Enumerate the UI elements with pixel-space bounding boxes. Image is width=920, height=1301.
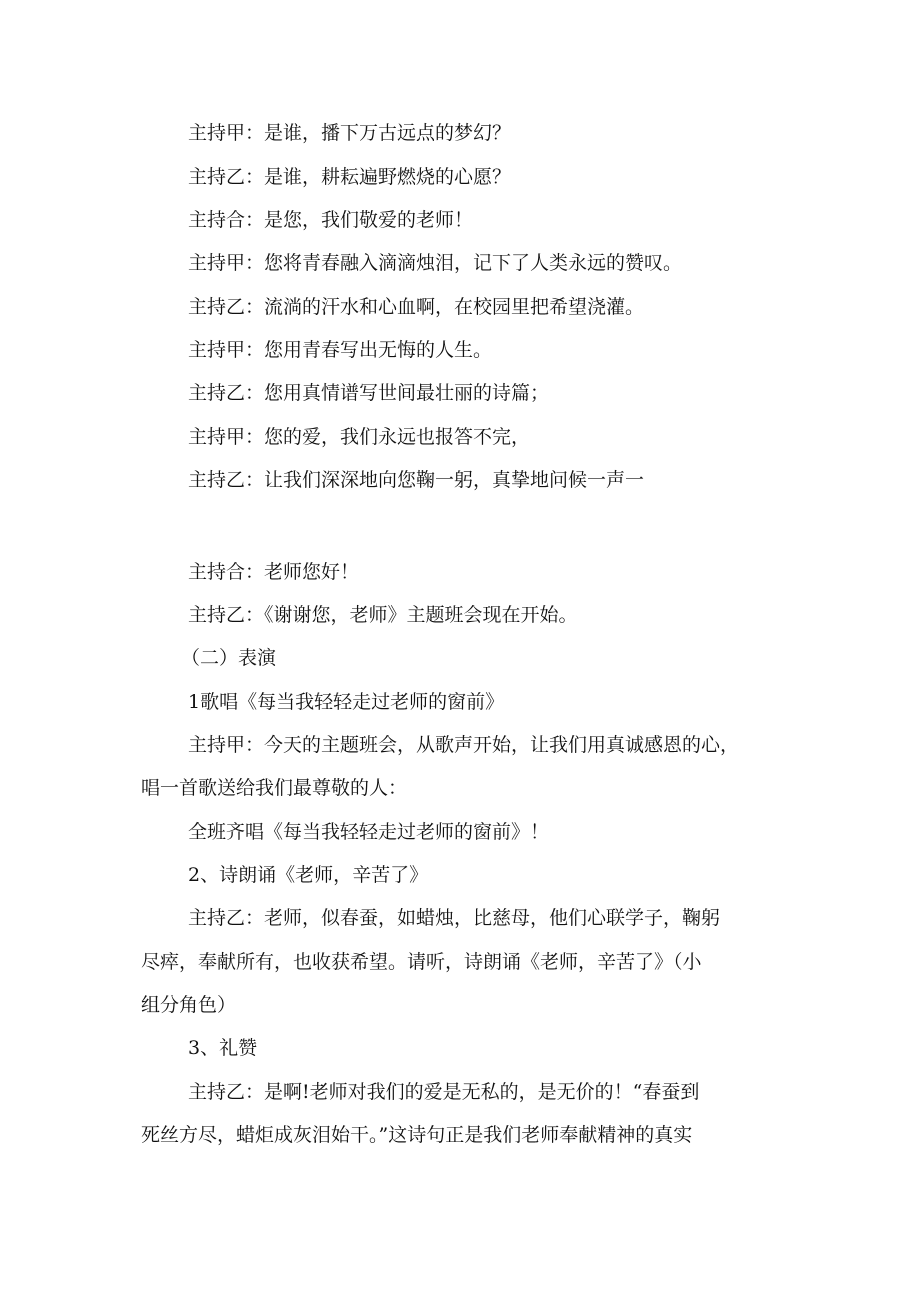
dialogue-line: 主持合：是您，我们敬爱的老师！ xyxy=(188,209,474,231)
paragraph-line: 尽瘁，奉献所有，也收获希望。请听，诗朗诵《老师，辛苦了》（小 xyxy=(141,951,702,973)
dialogue-line: 主持甲：您用青春写出无悔的人生。 xyxy=(188,339,493,361)
paragraph-line: 唱一首歌送给我们最尊敬的人： xyxy=(141,777,408,799)
section-heading: （二）表演 xyxy=(181,647,277,669)
paragraph-line: 主持甲：今天的主题班会，从歌声开始，让我们用真诚感恩的心， xyxy=(188,734,740,756)
item-heading: 3、礼赞 xyxy=(188,1037,258,1059)
dialogue-line: 主持乙：让我们深深地向您鞠一躬，真挚地问候一声一 xyxy=(188,469,645,491)
dialogue-line: 主持乙：您用真情谱写世间最壮丽的诗篇； xyxy=(188,382,550,404)
dialogue-line: 主持乙：是谁，耕耘遍野燃烧的心愿？ xyxy=(188,166,512,188)
dialogue-line: 主持甲：您将青春融入滴滴烛泪，记下了人类永远的赞叹。 xyxy=(188,252,683,274)
paragraph-line: 主持乙：老师，似春蚕，如蜡烛，比慈母，他们心联学子，鞠躬 xyxy=(188,907,721,929)
dialogue-line: 主持乙：《谢谢您，老师》主题班会现在开始。 xyxy=(188,604,578,626)
item-heading: 1歌唱《每当我轻轻走过老师的窗前》 xyxy=(188,691,505,713)
paragraph-line: 死丝方尽，蜡炬成灰泪始干。”这诗句正是我们老师奉献精神的真实 xyxy=(141,1124,693,1146)
dialogue-line: 主持甲：您的爱，我们永远也报答不完， xyxy=(188,426,531,448)
dialogue-line: 主持乙：流淌的汗水和心血啊，在校园里把希望浇灌。 xyxy=(188,296,645,318)
paragraph-line: 主持乙：是啊!老师对我们的爱是无私的，是无价的！“春蚕到 xyxy=(188,1081,700,1103)
item-heading: 2、诗朗诵《老师，辛苦了》 xyxy=(188,864,429,886)
dialogue-line: 主持甲：是谁，播下万古远点的梦幻？ xyxy=(188,122,512,144)
dialogue-line: 主持合：老师您好！ xyxy=(188,561,360,583)
paragraph-line: 组分角色） xyxy=(141,994,237,1016)
paragraph-line: 全班齐唱《每当我轻轻走过老师的窗前》！ xyxy=(188,821,550,843)
